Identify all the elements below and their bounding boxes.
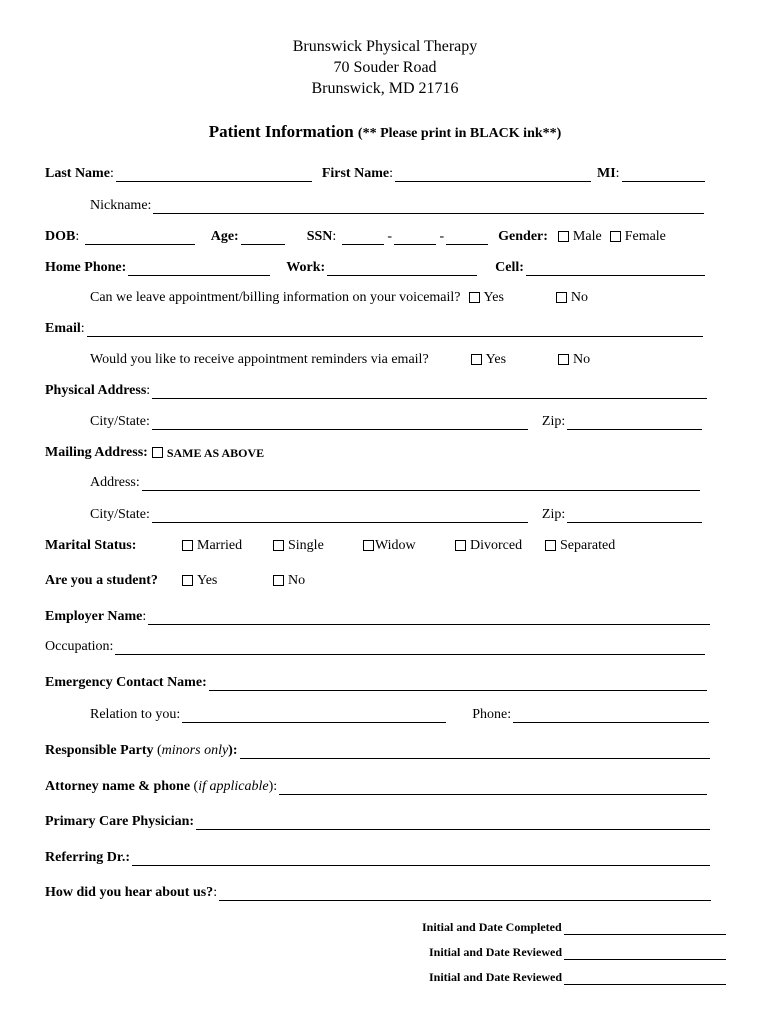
clinic-city: Brunswick, MD 21716	[311, 80, 459, 97]
marital-status-label: Marital Status:	[45, 538, 137, 553]
form-title-main: Patient Information	[208, 122, 354, 141]
email-reminder-question: Would you like to receive appointment reminders via email?	[90, 352, 429, 367]
initial-reviewed-row-1	[429, 940, 726, 960]
married-option[interactable]	[182, 534, 242, 554]
checkbox-icon[interactable]	[363, 540, 374, 551]
physical-city-label: City/State:	[90, 414, 150, 429]
student-no-option[interactable]	[273, 569, 305, 589]
widow-label: Widow	[375, 538, 416, 553]
clinic-street: 70 Souder Road	[333, 59, 437, 76]
phone-row	[45, 256, 705, 276]
emergency-label: Emergency Contact Name:	[45, 675, 207, 690]
checkbox-icon[interactable]	[558, 354, 569, 365]
cell-phone-field[interactable]	[526, 261, 705, 276]
email-row: Email :	[45, 317, 703, 337]
initial-completed-row	[422, 915, 726, 935]
gender-male-label: Male	[572, 229, 602, 244]
referring-row	[45, 846, 710, 866]
if-applicable-note: if applicable	[198, 779, 269, 794]
attorney-row: Attorney name & phone ( if applicable ):	[45, 775, 707, 795]
relation-field[interactable]	[182, 708, 446, 723]
student-no-label: No	[288, 573, 306, 588]
physical-city-field[interactable]	[152, 415, 528, 430]
first-name-label: First Name	[321, 166, 390, 181]
first-name-field[interactable]	[395, 167, 591, 182]
physical-zip-label: Zip:	[541, 414, 566, 429]
ssn-field-3[interactable]	[446, 230, 488, 245]
gender-female-option[interactable]	[610, 229, 666, 245]
ssn-field-2[interactable]	[394, 230, 436, 245]
age-label: Age:	[210, 229, 239, 244]
email-yes-label: Yes	[485, 352, 507, 367]
student-question: Are you a student?	[45, 573, 158, 588]
checkbox-icon[interactable]	[152, 447, 163, 458]
minors-only-note: minors only	[161, 743, 229, 758]
occupation-field[interactable]	[115, 640, 705, 655]
physical-city-row	[90, 410, 702, 430]
initial-reviewed-field-2[interactable]	[564, 970, 726, 985]
form-title	[0, 122, 770, 142]
physical-address-row: Physical Address :	[45, 379, 707, 399]
employer-label: Employer Name	[45, 609, 143, 624]
dob-field[interactable]	[85, 230, 195, 245]
checkbox-icon[interactable]	[558, 231, 569, 242]
email-label: Email	[45, 321, 81, 336]
voicemail-yes-option[interactable]	[469, 290, 504, 306]
initial-completed-label: Initial and Date Completed	[422, 920, 562, 934]
mailing-zip-label: Zip:	[541, 507, 566, 522]
pcp-field[interactable]	[196, 815, 710, 830]
initial-reviewed-label-2: Initial and Date Reviewed	[429, 970, 562, 984]
mailing-street-label: Address:	[90, 475, 140, 490]
gender-label: Gender:	[498, 229, 548, 244]
responsible-field[interactable]	[240, 744, 711, 759]
checkbox-icon[interactable]	[455, 540, 466, 551]
same-as-above-option[interactable]	[152, 446, 264, 461]
ssn-dash-1: -	[387, 229, 392, 244]
referring-label: Referring Dr.:	[45, 850, 131, 865]
pcp-row	[45, 810, 710, 830]
hear-about-field[interactable]	[219, 886, 711, 901]
mailing-city-label: City/State:	[90, 507, 150, 522]
ssn-dash-2: -	[439, 229, 445, 244]
married-label: Married	[197, 538, 243, 553]
age-field[interactable]	[241, 230, 285, 245]
mailing-city-field[interactable]	[152, 508, 528, 523]
cell-phone-label: Cell:	[495, 260, 524, 275]
email-no-label: No	[573, 352, 591, 367]
checkbox-icon[interactable]	[610, 231, 621, 242]
mailing-zip-field[interactable]	[567, 508, 702, 523]
last-name-field[interactable]	[116, 167, 312, 182]
form-title-note: (** Please print in BLACK ink**)	[357, 126, 562, 141]
pcp-label: Primary Care Physician:	[45, 814, 195, 829]
occupation-row	[45, 635, 705, 655]
separated-option[interactable]	[545, 534, 615, 554]
name-row: Last Name : First Name : MI :	[45, 162, 705, 182]
emergency-field[interactable]	[209, 676, 707, 691]
dob-label: DOB	[45, 229, 76, 244]
email-yes-option[interactable]	[471, 352, 506, 368]
checkbox-icon[interactable]	[471, 354, 482, 365]
mi-field[interactable]	[622, 167, 705, 182]
emergency-row	[45, 671, 707, 691]
single-label: Single	[288, 538, 324, 553]
gender-male-option[interactable]	[558, 229, 602, 245]
voicemail-yes-label: Yes	[483, 290, 504, 305]
same-as-above-label: SAME AS ABOVE	[166, 446, 265, 460]
last-name-label: Last Name	[45, 166, 110, 181]
divorced-label: Divorced	[470, 538, 523, 553]
voicemail-no-label: No	[570, 290, 589, 305]
mailing-street-field[interactable]	[142, 476, 700, 491]
clinic-name: Brunswick Physical Therapy	[292, 38, 478, 55]
checkbox-icon[interactable]	[556, 292, 567, 303]
dob-row: DOB : Age: SSN : - - Gender: Male Female	[45, 229, 666, 244]
initial-reviewed-label-1: Initial and Date Reviewed	[429, 945, 562, 959]
hear-about-row: How did you hear about us? :	[45, 881, 711, 901]
email-no-option[interactable]	[558, 352, 590, 368]
physical-address-label: Physical Address	[45, 383, 147, 398]
nickname-label: Nickname:	[90, 198, 152, 213]
separated-label: Separated	[560, 538, 616, 553]
mailing-address-label: Mailing Address:	[45, 445, 148, 460]
relation-row	[90, 703, 709, 723]
attorney-label: Attorney name & phone	[45, 779, 191, 794]
employer-field[interactable]	[148, 610, 710, 625]
physical-address-field[interactable]	[152, 384, 707, 399]
nickname-row	[90, 194, 704, 214]
mi-label: MI	[596, 166, 616, 181]
initial-reviewed-row-2	[429, 965, 726, 985]
referring-field[interactable]	[132, 851, 710, 866]
widow-option[interactable]	[363, 534, 416, 554]
mailing-street-row	[90, 471, 700, 491]
student-yes-option[interactable]	[182, 569, 217, 589]
single-option[interactable]	[273, 534, 324, 554]
mailing-address-row	[45, 441, 445, 461]
divorced-option[interactable]	[455, 534, 522, 554]
nickname-field[interactable]	[153, 199, 704, 214]
emergency-phone-label: Phone:	[472, 707, 512, 722]
home-phone-label: Home Phone:	[45, 260, 127, 275]
occupation-label: Occupation:	[45, 639, 114, 654]
responsible-row: Responsible Party ( minors only ):	[45, 739, 710, 759]
checkbox-icon[interactable]	[182, 575, 193, 586]
voicemail-row	[90, 286, 650, 306]
voicemail-question: Can we leave appointment/billing information on your voicemail?	[90, 290, 461, 305]
home-phone-field[interactable]	[128, 261, 270, 276]
responsible-label: Responsible Party	[45, 743, 154, 758]
checkbox-icon[interactable]	[273, 575, 284, 586]
checkbox-icon[interactable]	[469, 292, 480, 303]
voicemail-no-option[interactable]	[556, 290, 588, 306]
work-phone-field[interactable]	[327, 261, 477, 276]
checkbox-icon[interactable]	[545, 540, 556, 551]
ssn-field-1[interactable]	[342, 230, 384, 245]
student-yes-label: Yes	[197, 573, 218, 588]
gender-female-label: Female	[624, 229, 666, 244]
initial-completed-field[interactable]	[564, 920, 726, 935]
hear-about-label: How did you hear about us?	[45, 885, 214, 900]
initial-reviewed-field-1[interactable]	[564, 945, 726, 960]
work-phone-label: Work:	[286, 260, 326, 275]
ssn-label: SSN	[306, 229, 333, 244]
relation-label: Relation to you:	[90, 707, 181, 722]
email-reminder-row	[90, 348, 650, 368]
employer-row: Employer Name :	[45, 605, 710, 625]
physical-zip-field[interactable]	[567, 415, 702, 430]
emergency-phone-field[interactable]	[513, 708, 709, 723]
email-field[interactable]	[87, 322, 703, 337]
checkbox-icon[interactable]	[273, 540, 284, 551]
mailing-city-row	[90, 503, 702, 523]
checkbox-icon[interactable]	[182, 540, 193, 551]
attorney-field[interactable]	[279, 780, 707, 795]
